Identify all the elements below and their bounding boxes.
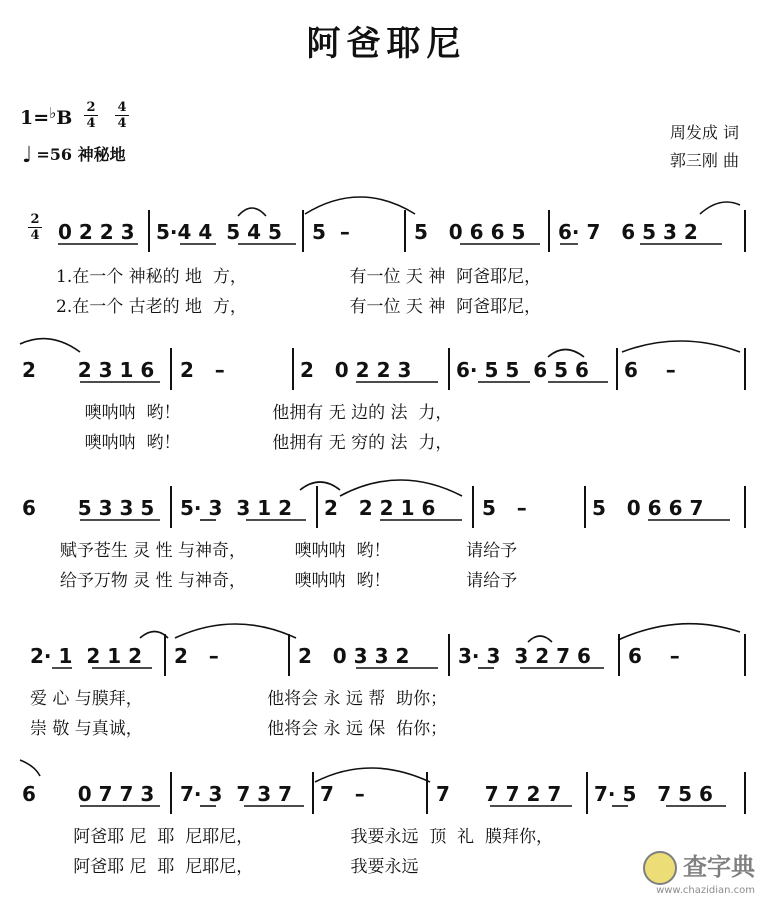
notes-measure: 5 – (312, 220, 350, 244)
key-prefix: 1= (20, 107, 50, 129)
barline (288, 634, 290, 676)
slur (300, 482, 340, 490)
notes-measure: 5 0 6 6 7 (592, 496, 704, 520)
slur (20, 339, 80, 352)
notes-measure: 3· 3 3 2 7 6 (458, 644, 591, 668)
notes-measure: 6· 5 5 6 5 6 (456, 358, 589, 382)
notes-measure: 6 – (628, 644, 680, 668)
barline (744, 348, 746, 390)
barline (548, 210, 550, 252)
time-signature-4-4: $\frac{4}{4}$ (115, 100, 129, 131)
barline (472, 486, 474, 528)
barline (744, 486, 746, 528)
notes-measure: 2 2 3 1 6 (22, 358, 155, 382)
barline (744, 634, 746, 676)
notes-measure: 7 7 7 2 7 (436, 782, 562, 806)
barline (170, 772, 172, 814)
composer-credit: 郭三刚 曲 (669, 151, 739, 170)
notes-measure: 2 0 2 2 3 (300, 358, 412, 382)
barline (148, 210, 150, 252)
barline (616, 348, 618, 390)
lyrics-verse-2: 噢呐呐 哟！ 他拥有 无 穷的 法 力， (36, 433, 453, 453)
lyrics-verse-2: 阿爸耶 尼 耶 尼耶尼， 我要永远 (30, 857, 419, 877)
slur (548, 350, 584, 358)
barline (292, 348, 294, 390)
notes-measure: 6 5 3 3 5 (22, 496, 155, 520)
barline (170, 348, 172, 390)
slur (700, 202, 740, 214)
notes-measure: 5 0 6 6 5 (414, 220, 526, 244)
lyrics-verse-2: 2.在一个 古老的 地 方， 有一位 天 神 阿爸耶尼， (56, 297, 542, 317)
slur (175, 624, 296, 638)
notes-measure: 0 2 2 3 (58, 220, 135, 244)
barline (448, 634, 450, 676)
barline (618, 634, 620, 676)
barline (584, 486, 586, 528)
time-signature-2-4: $\frac{2}{4}$ (84, 100, 98, 131)
notes-measure: 6 0 7 7 3 (22, 782, 155, 806)
notes-measure: 5· 3 3 1 2 (180, 496, 292, 520)
notes-measure: 7· 5 7 5 6 (594, 782, 713, 806)
notes-measure: 2 2 2 1 6 (324, 496, 436, 520)
tempo-text: =56 神秘地 (36, 145, 126, 164)
notes-measure: 5 – (482, 496, 527, 520)
barline (312, 772, 314, 814)
slur (622, 341, 740, 352)
barline (404, 210, 406, 252)
barline (170, 486, 172, 528)
notes-measure: 5·4 4 5 4 5 (156, 220, 282, 244)
lyrics-verse-1: 1.在一个 神秘的 地 方， 有一位 天 神 阿爸耶尼， (56, 267, 542, 287)
watermark-logo (643, 847, 755, 896)
notes-measure: 2· 1 2 1 2 (30, 644, 142, 668)
page-title: 阿爸耶尼 (306, 24, 467, 64)
lyrics-verse-1: 爱 心 与膜拜， 他将会 永 远 帮 助你； (30, 689, 448, 709)
flat-icon: ♭ (49, 104, 57, 122)
notes-measure: 7 – (320, 782, 365, 806)
slur (20, 760, 40, 776)
barline (316, 486, 318, 528)
barline (448, 348, 450, 390)
notes-measure: 6 – (624, 358, 676, 382)
watermark-url: www.chazidian.com (656, 885, 755, 896)
mascot-icon (643, 851, 677, 885)
system-time-signature: $\frac{2}{4}$ (28, 212, 42, 243)
lyrics-verse-2: 给予万物 灵 性 与神奇， 噢呐呐 哟！ 请给予 (22, 571, 518, 591)
notes-measure: 2 – (180, 358, 225, 382)
lyricist-credit: 周发成 词 (669, 123, 739, 142)
lyrics-verse-1: 赋予苍生 灵 性 与神奇， 噢呐呐 哟！ 请给予 (22, 541, 518, 561)
slur (238, 208, 266, 216)
key-note: B (56, 107, 73, 129)
lyrics-verse-2: 崇 敬 与真诚， 他将会 永 远 保 佑你； (30, 719, 448, 739)
notes-measure: 2 0 3 3 2 (298, 644, 410, 668)
barline (164, 634, 166, 676)
barline (586, 772, 588, 814)
slur (618, 624, 740, 640)
slur (305, 197, 415, 214)
lyrics-verse-1: 噢呐呐 哟！ 他拥有 无 边的 法 力， (36, 403, 453, 423)
notes-measure: 2 – (174, 644, 219, 668)
barline (426, 772, 428, 814)
slur (340, 480, 462, 496)
watermark-brand: 查字典 (683, 853, 755, 881)
quarter-note-icon: ♩ (22, 142, 33, 168)
lyrics-verse-1: 阿爸耶 尼 耶 尼耶尼， 我要永远 顶 礼 膜拜你， (30, 827, 553, 847)
slur (528, 636, 552, 642)
notes-measure: 6· 7 6 5 3 2 (558, 220, 698, 244)
barline (302, 210, 304, 252)
barline (744, 772, 746, 814)
slur (315, 768, 430, 782)
notes-measure: 7· 3 7 3 7 (180, 782, 292, 806)
barline (744, 210, 746, 252)
